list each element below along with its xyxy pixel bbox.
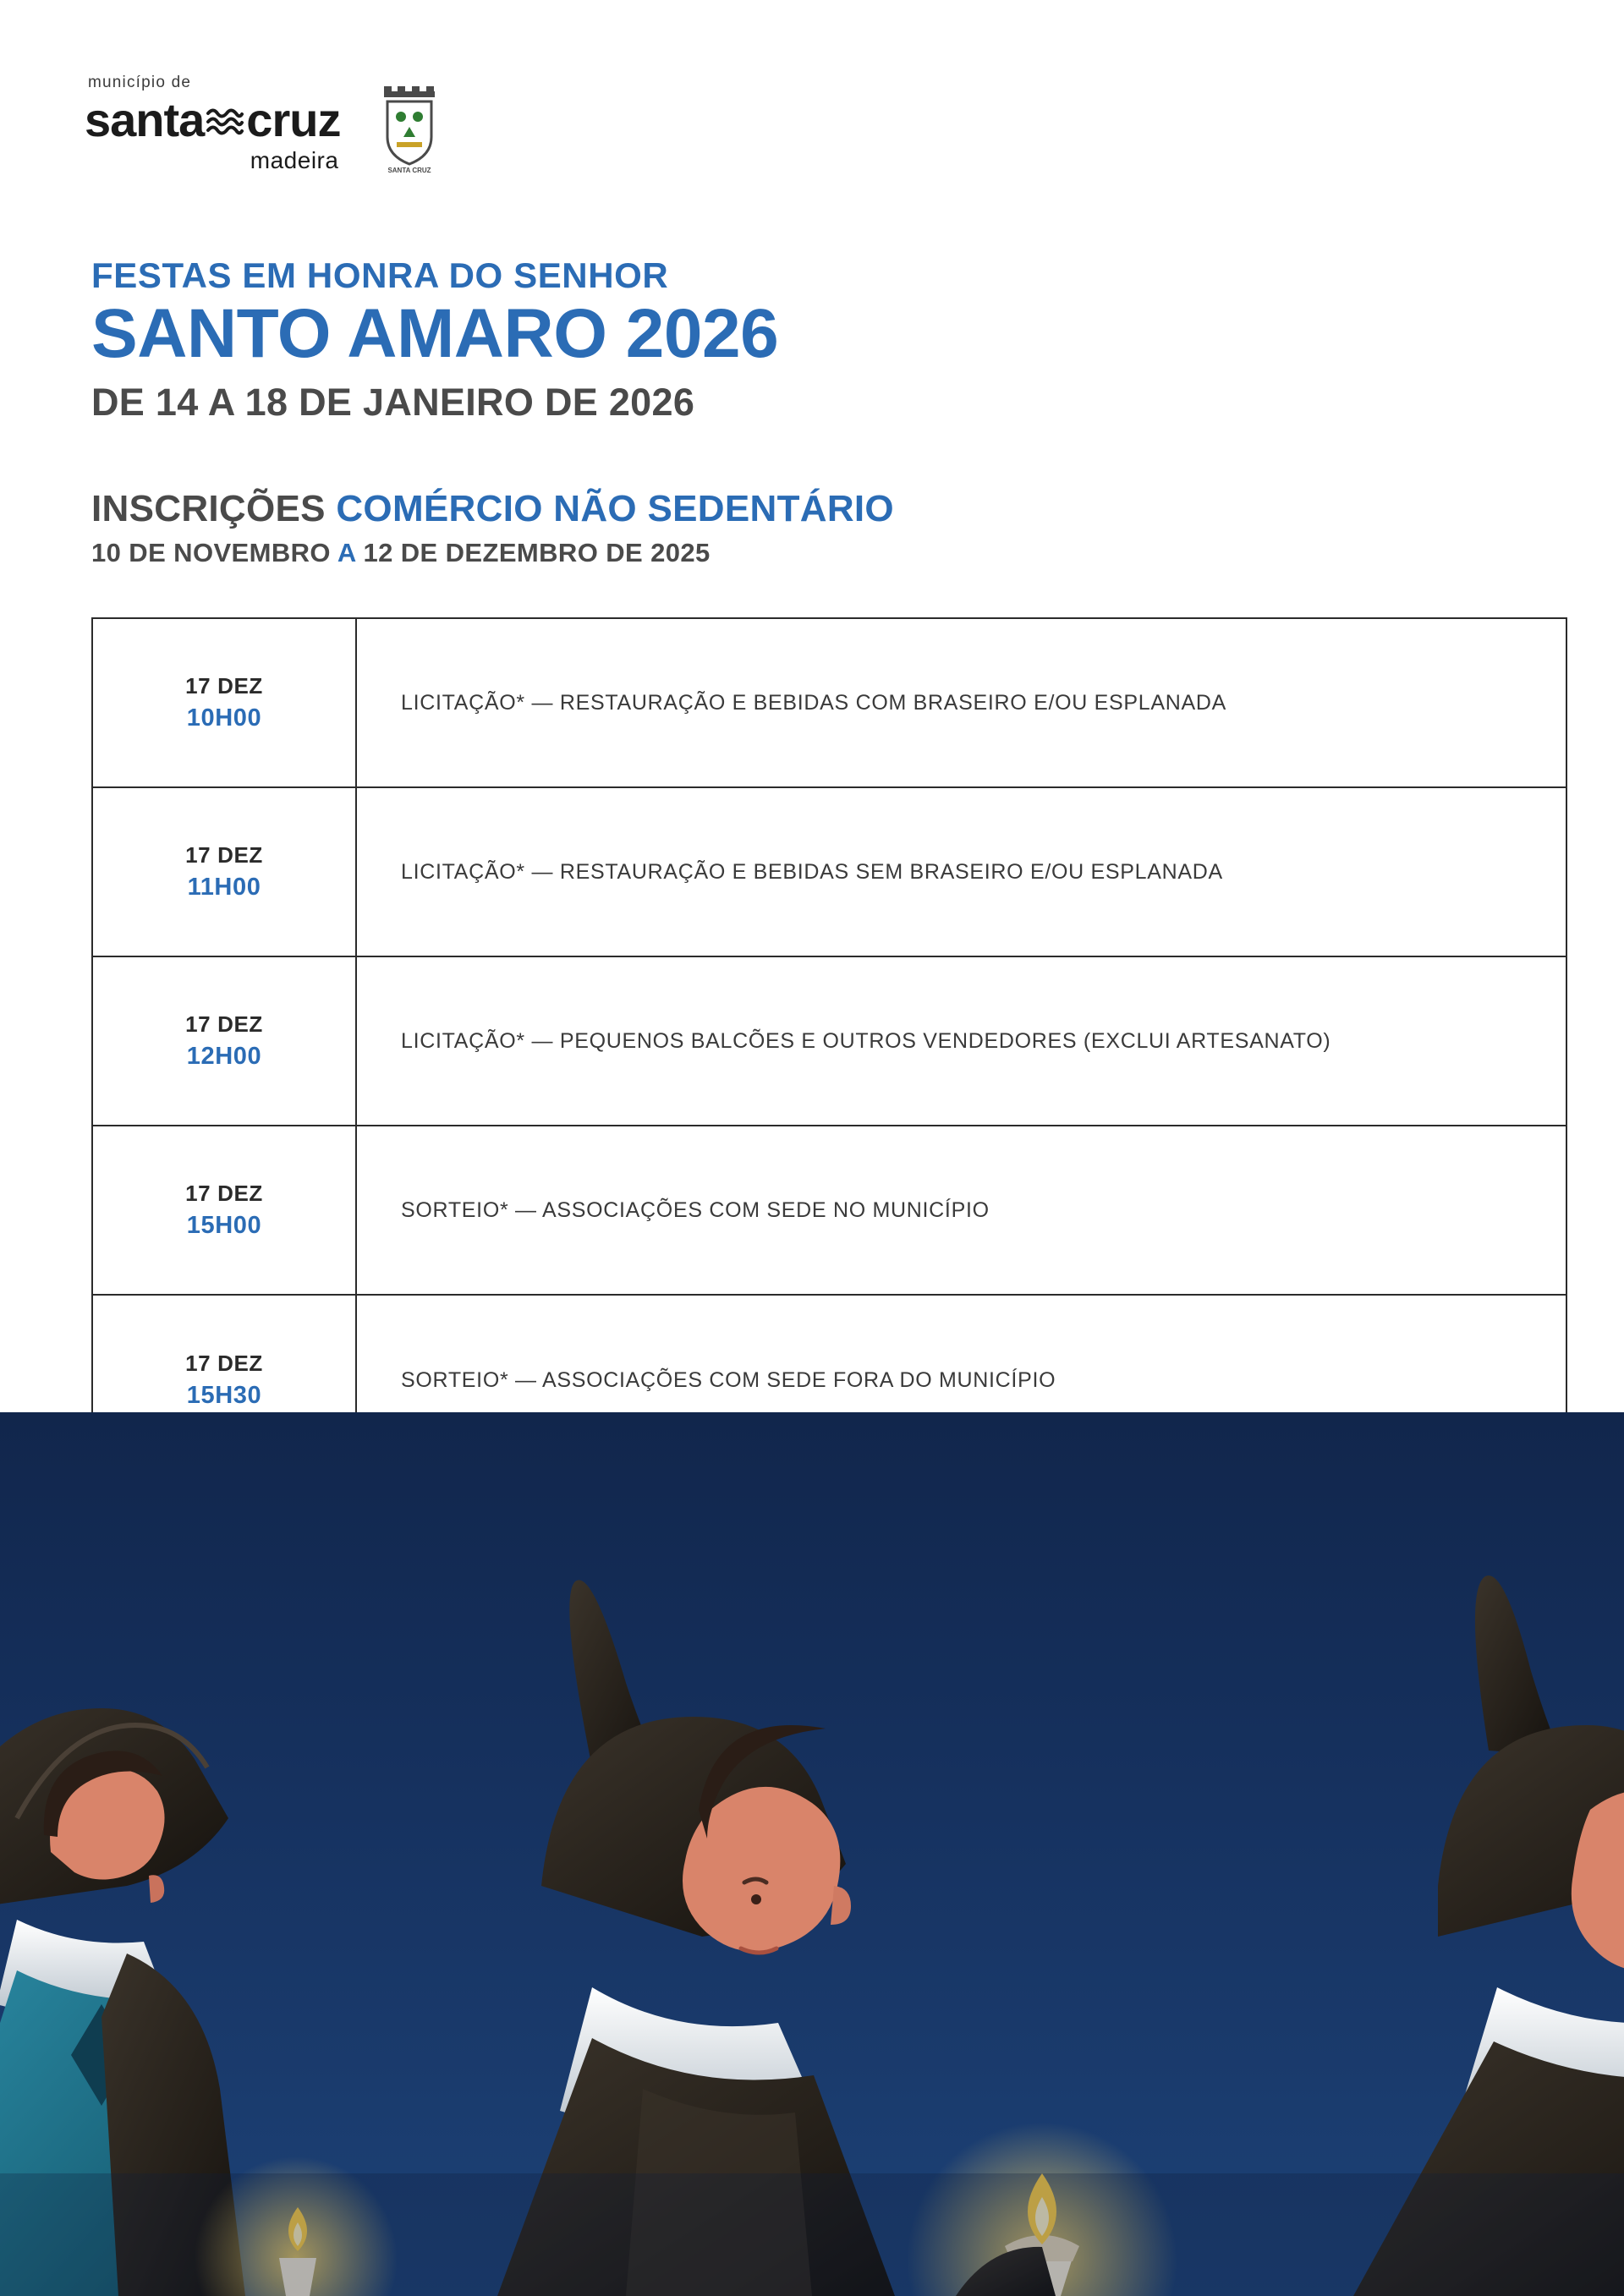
title-event-dates: DE 14 A 18 DE JANEIRO DE 2026	[91, 381, 695, 425]
schedule-description: LICITAÇÃO* — RESTAURAÇÃO E BEBIDAS COM BRASEIRO E/OU ESPLANADA	[401, 690, 1227, 715]
logo-name-part2: cruz	[246, 93, 341, 146]
schedule-datetime-cell	[93, 619, 357, 786]
crest-caption: SANTA CRUZ	[387, 167, 432, 174]
registration-period	[91, 538, 1624, 568]
festival-illustration	[0, 1412, 1624, 2296]
coat-of-arms-icon	[369, 85, 450, 176]
registration-heading	[91, 489, 1624, 529]
schedule-day: 17 DEZ	[185, 673, 263, 699]
schedule-datetime-cell	[93, 957, 357, 1125]
schedule-table	[91, 617, 1567, 1466]
schedule-day: 17 DEZ	[185, 842, 263, 869]
schedule-description: SORTEIO* — ASSOCIAÇÕES COM SEDE NO MUNICÍPIO	[401, 1197, 990, 1222]
logo-municipio-label: município de	[88, 74, 192, 91]
schedule-day: 17 DEZ	[185, 1351, 263, 1377]
title-line-festas: FESTAS EM HONRA DO SENHOR	[91, 255, 669, 295]
logo-name-part1: santa	[85, 93, 205, 146]
schedule-day: 17 DEZ	[185, 1181, 263, 1207]
period-end: 12 DE DEZEMBRO DE 2025	[363, 538, 710, 568]
schedule-hour: 11H00	[187, 874, 261, 901]
page-title: SANTO AMARO 2026	[91, 295, 779, 373]
schedule-hour: 12H00	[186, 1043, 262, 1071]
table-row	[93, 1126, 1566, 1296]
table-row	[93, 619, 1566, 788]
schedule-description: LICITAÇÃO* — PEQUENOS BALCÕES E OUTROS VENDEDORES (EXCLUI ARTESANATO)	[401, 1028, 1331, 1053]
period-connector: A	[337, 538, 356, 568]
period-start: 10 DE NOVEMBRO	[91, 538, 331, 568]
schedule-hour: 15H00	[186, 1212, 262, 1240]
title-block	[0, 176, 1624, 425]
logo-wordmark	[85, 93, 341, 146]
schedule-description: SORTEIO* — ASSOCIAÇÕES COM SEDE FORA DO MUNICÍPIO	[401, 1367, 1056, 1392]
schedule-datetime-cell	[93, 1126, 357, 1294]
schedule-day: 17 DEZ	[185, 1011, 263, 1038]
schedule-hour: 15H30	[186, 1382, 262, 1410]
header	[0, 0, 1624, 176]
wave-icon	[206, 103, 244, 137]
schedule-datetime-cell	[93, 788, 357, 956]
illustration-svg	[0, 1412, 1624, 2296]
table-row	[93, 957, 1566, 1126]
schedule-hour: 10H00	[186, 704, 262, 732]
registration-highlight: COMÉRCIO NÃO SEDENTÁRIO	[336, 488, 894, 530]
schedule-description: LICITAÇÃO* — RESTAURAÇÃO E BEBIDAS SEM BRASEIRO E/OU ESPLANADA	[401, 859, 1223, 884]
subtitle-block	[0, 425, 1624, 568]
logo-region-label: madeira	[250, 147, 339, 173]
municipality-logo	[85, 74, 340, 173]
table-row	[93, 788, 1566, 957]
registration-label: INSCRIÇÕES	[91, 488, 326, 530]
